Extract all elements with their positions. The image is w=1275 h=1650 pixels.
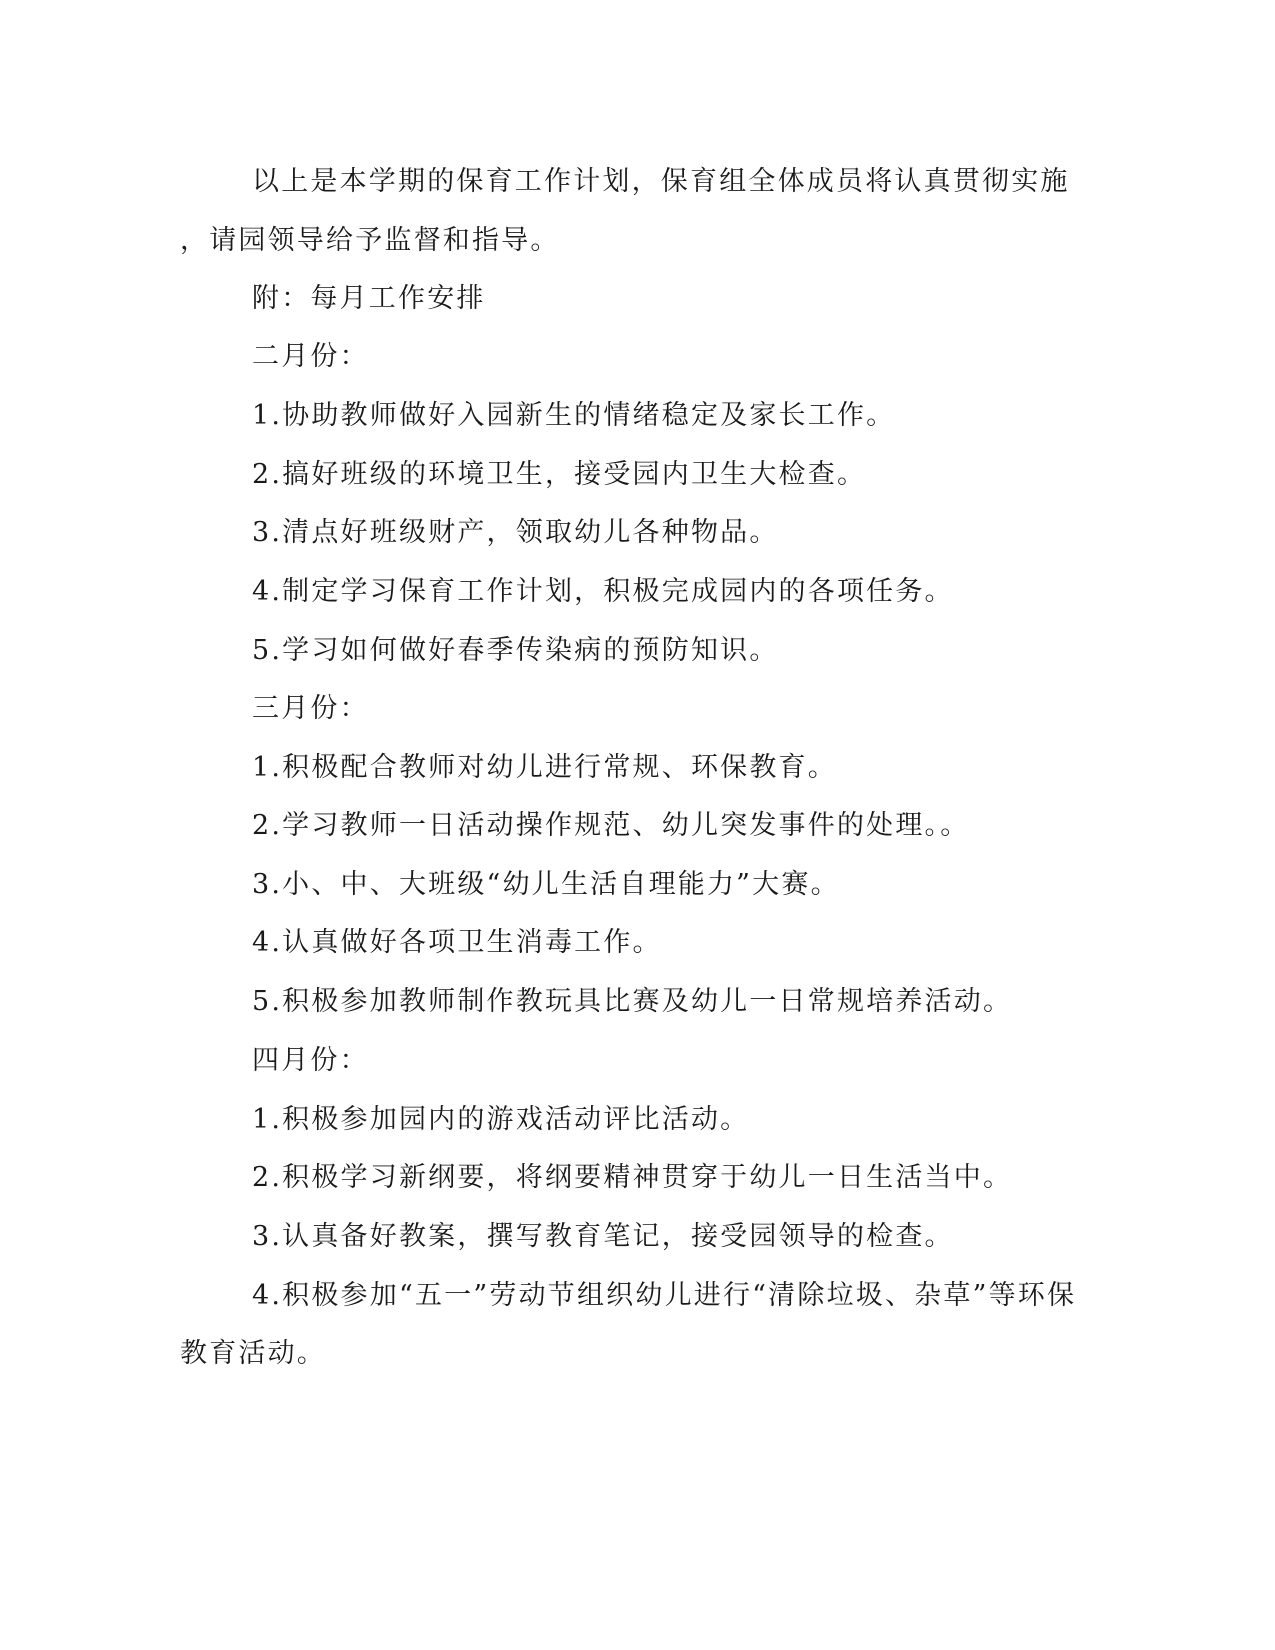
list-item: 3.认真备好教案，撰写教育笔记，接受园领导的检查。 [252, 1221, 954, 1252]
list-item: 4.积极参加“五一”劳动节组织幼儿进行“清除垃圾、杂草”等环保 [252, 1280, 1077, 1311]
list-item: 2.积极学习新纲要，将纲要精神贯穿于幼儿一日生活当中。 [252, 1162, 1013, 1193]
list-item: 1.积极配合教师对幼儿进行常规、环保教育。 [252, 752, 837, 783]
list-item: 3.清点好班级财产，领取幼儿各种物品。 [252, 517, 779, 548]
list-item-continuation: 教育活动。 [180, 1338, 326, 1369]
month-heading-march: 三月份： [252, 693, 369, 724]
month-heading-april: 四月份： [252, 1045, 369, 1076]
list-item: 1.积极参加园内的游戏活动评比活动。 [252, 1104, 750, 1135]
list-item: 4.认真做好各项卫生消毒工作。 [252, 927, 662, 958]
appendix-heading: 附：每月工作安排 [252, 283, 486, 314]
paragraph-closing-line-2: ，请园领导给予监督和指导。 [180, 225, 560, 256]
paragraph-closing-line-1: 以上是本学期的保育工作计划，保育组全体成员将认真贯彻实施 [252, 166, 1070, 197]
list-item: 2.搞好班级的环境卫生，接受园内卫生大检查。 [252, 459, 867, 490]
list-item: 2.学习教师一日活动操作规范、幼儿突发事件的处理。。 [252, 810, 970, 841]
month-heading-february: 二月份： [252, 341, 369, 372]
list-item: 4.制定学习保育工作计划，积极完成园内的各项任务。 [252, 576, 954, 607]
list-item: 1.协助教师做好入园新生的情绪稳定及家长工作。 [252, 400, 896, 431]
list-item: 5.学习如何做好春季传染病的预防知识。 [252, 635, 779, 666]
list-item: 3.小、中、大班级“幼儿生活自理能力”大赛。 [252, 869, 840, 900]
list-item: 5.积极参加教师制作教玩具比赛及幼儿一日常规培养活动。 [252, 986, 1013, 1017]
